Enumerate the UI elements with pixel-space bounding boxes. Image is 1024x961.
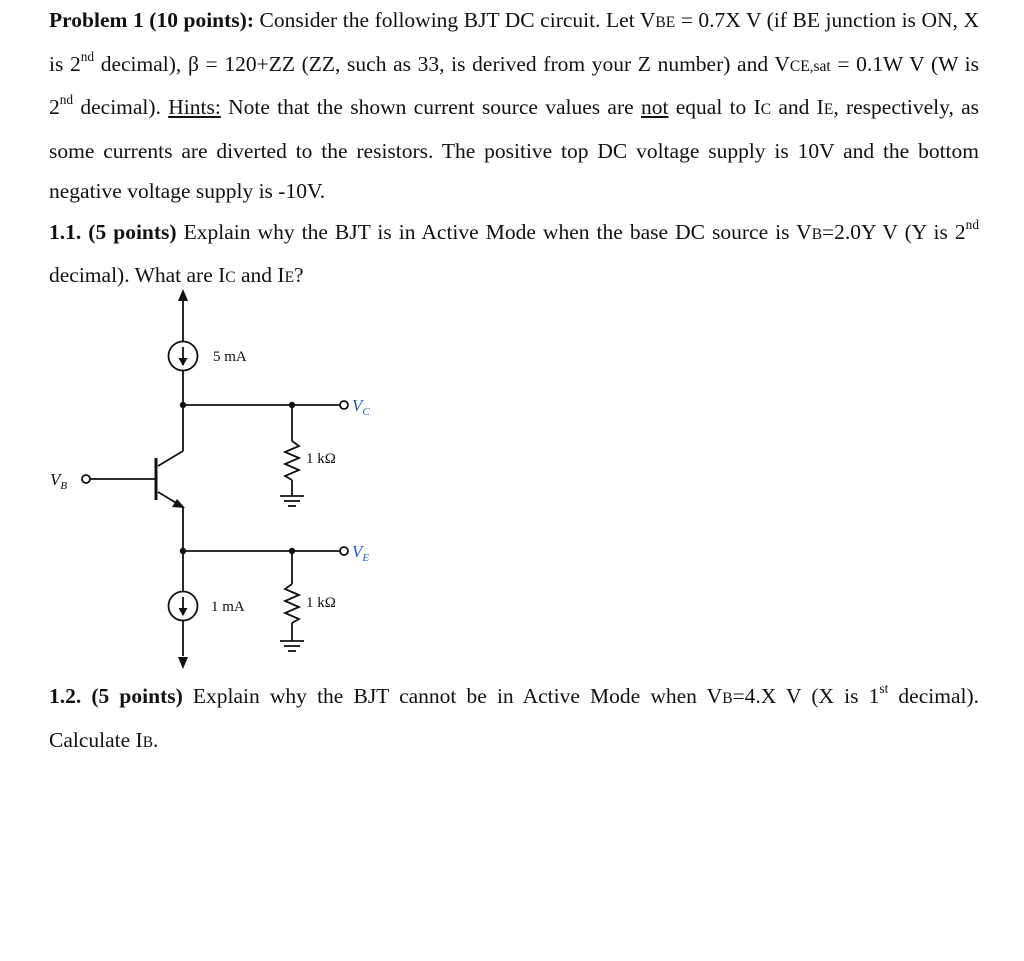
- text-run: , respectively, as some currents are diverted to the resistors. The positive top DC voltage supply is 10V and the bottom negative voltage supply is -10V.: [49, 95, 980, 203]
- text-run: = 0.7X V (if BE junction is ON, X is 2: [49, 8, 979, 76]
- question-1-2-block: [49, 676, 979, 763]
- current-arrowhead-bottom: [179, 608, 188, 616]
- node-collector-left: [180, 402, 186, 408]
- text-run: and I: [771, 95, 824, 119]
- text-run: decimal), β = 120+ZZ (ZZ, such as 33, is derived from your Z number) and V: [94, 51, 790, 76]
- subscript: E: [823, 101, 834, 118]
- ve-terminal: [340, 547, 348, 555]
- emitter-arrowhead: [172, 499, 185, 508]
- text-run: =4.X V (X is 1: [732, 684, 880, 708]
- question-1-1-label: 1.1. (5 points): [49, 219, 177, 244]
- superscript: nd: [59, 92, 74, 108]
- text-run: and I: [235, 263, 285, 287]
- label-re: 1 kΩ: [306, 595, 336, 611]
- problem-text: [49, 0, 979, 299]
- problem-title: Problem 1 (10 points):: [49, 8, 254, 32]
- emphasis-not: not: [640, 95, 669, 119]
- text-run: decimal). What are I: [49, 263, 226, 287]
- problem-statement: [49, 0, 979, 212]
- node-emitter-right: [289, 548, 295, 554]
- text-run: =2.0Y V (Y is 2: [822, 219, 966, 244]
- node-collector-right: [289, 402, 295, 408]
- subscript: E: [284, 269, 295, 286]
- label-vc: $V_C$: [352, 396, 370, 418]
- text-run: .: [153, 727, 159, 752]
- re-resistor: [285, 584, 299, 623]
- text-run: Note that the shown current source values are: [220, 95, 641, 119]
- subscript: C: [760, 101, 772, 118]
- label-bottom-source: 1 mA: [211, 599, 245, 615]
- vc-terminal: [340, 401, 348, 409]
- subscript: B: [142, 733, 154, 751]
- top-supply-arrow: [178, 289, 188, 301]
- text-run: decimal). Calculate I: [49, 684, 980, 752]
- subscript: B: [811, 225, 823, 243]
- text-run: Explain why the BJT cannot be in Active Mode when V: [182, 684, 723, 708]
- superscript: nd: [965, 216, 979, 232]
- text-run: Consider the following BJT DC circuit. Let V: [254, 8, 656, 32]
- superscript: st: [879, 681, 889, 697]
- label-rc: 1 kΩ: [306, 451, 336, 467]
- bjt-collector: [158, 451, 183, 466]
- bottom-supply-arrow: [178, 657, 188, 669]
- subscript: C: [225, 269, 236, 286]
- subscript: B: [722, 690, 733, 707]
- question-1-2-label: 1.2. (5 points): [49, 684, 183, 708]
- current-arrowhead-top: [179, 358, 188, 366]
- label-vb: $V_B$: [50, 470, 68, 492]
- question-1-2: [49, 676, 979, 763]
- node-emitter-left: [180, 548, 186, 554]
- subscript: CE,sat: [789, 57, 831, 75]
- hints-label: Hints:: [168, 95, 221, 119]
- text-run: = 0.1W V (W is 2: [49, 51, 979, 119]
- text-run: Explain why the BJT is in Active Mode when the base DC source is V: [176, 219, 812, 244]
- text-run: equal to I: [668, 95, 761, 119]
- superscript: nd: [80, 48, 95, 64]
- text-run: decimal).: [73, 95, 169, 119]
- text-run: ?: [294, 263, 304, 287]
- bjt-circuit-diagram: [0, 278, 460, 676]
- label-top-source: 5 mA: [213, 349, 247, 365]
- vb-terminal: [82, 475, 90, 483]
- label-ve: $V_E$: [352, 542, 370, 564]
- rc-resistor: [285, 441, 299, 480]
- subscript: BE: [655, 14, 676, 31]
